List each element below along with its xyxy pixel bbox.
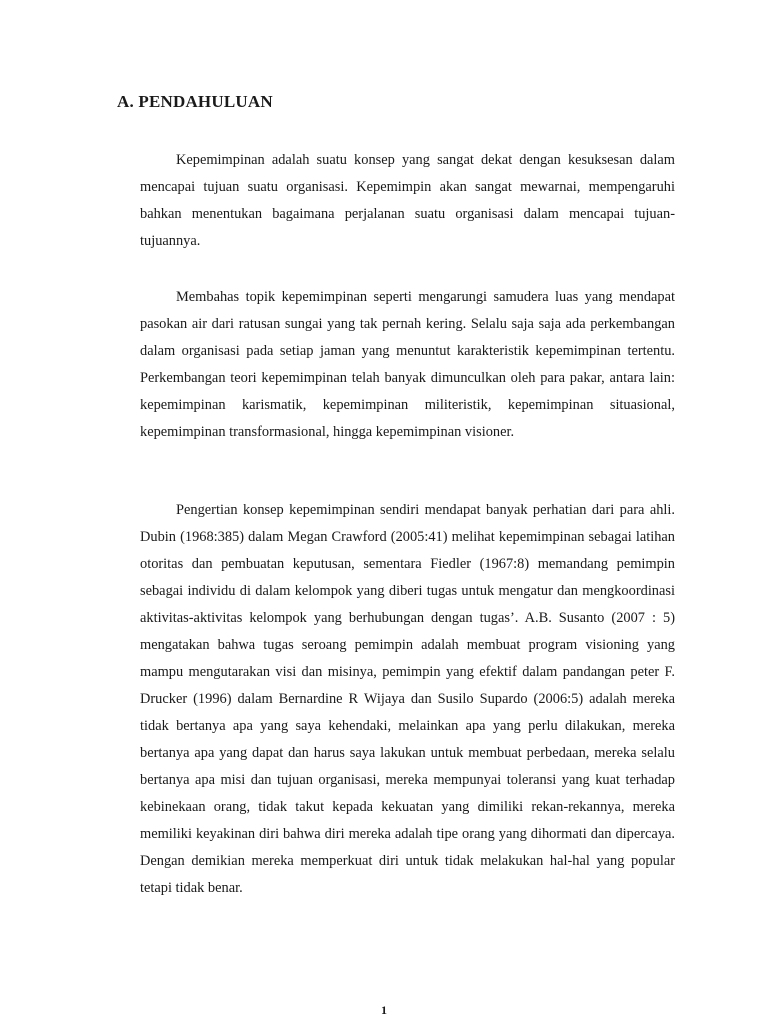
paragraph-2: Membahas topik kepemimpinan seperti mengarungi samudera luas yang mendapat pasokan air dari ratusan sungai yang tak pernah kering. Selalu saja saja ada perkembangan dalam organisasi pada setiap jaman yang menuntut karakteristik kepemimpinan tertentu. Perkembangan teori kepemimpinan telah banyak dimunculkan oleh para pakar, antara lain: kepemimpinan karismatik, kepemimpinan militeristik, kepemimpinan situasional, kepemimpinan transformasional, hingga kepemimpinan visioner. — [140, 289, 675, 440]
page-number: 1 — [381, 1003, 387, 1017]
section-heading: A. PENDAHULUAN — [117, 92, 273, 111]
paragraph-3 — [140, 497, 675, 902]
paragraph-3-text-serif: Pengertian konsep kepemimpinan sendiri mendapat banyak perhatian dari para ahli. Dubin (1968:385) dalam Megan Crawford (2005:41) melihat kepemimpinan sebagai latihan otoritas dan pembuatan keputusan, sementara Fiedler (1967:8) memandang pemimpin sebagai individu di dalam kelompok yang diberi tugas untuk mengatur dan mengkoordinasi aktivitas-aktivitas kelompok yang berhubungan dengan tugas’. A.B. Susanto (2007 : 5) mengatakan bahwa tugas seroang pemimpin adalah — [140, 502, 675, 653]
paragraph-3-text-continued: membuat program visioning yang mampu mengutarakan visi dan misinya, pemimpin yang efektif dalam pandangan peter F. Drucker (1996) dalam Bernardine R Wijaya dan Susilo Supardo (2006:5) adalah mereka tidak bertanya apa yang saya kehendaki, melainkan apa yang perlu dilakukan, mereka bertanya apa yang dapat dan harus saya lakukan untuk membuat perbedaan, mereka selalu bertanya apa misi dan tujuan organisasi, mereka mempunyai toleransi yang kuat terhadap kebinekaan orang, tidak takut kepada kekuatan yang dimiliki rekan-rekannya, mereka memiliki keyakinan diri bahwa diri mereka adalah tipe orang yang dihormati dan dipercaya. Dengan demikian mereka memperkuat diri untuk tidak melakukan hal-hal yang popular tetapi tidak benar. — [140, 637, 675, 896]
paragraph-1: Kepemimpinan adalah suatu konsep yang sangat dekat dengan kesuksesan dalam mencapai tujuan suatu organisasi. Kepemimpin akan sangat mewarnai, mempengaruhi bahkan menentukan bagaimana perjalanan suatu organisasi dalam mencapai tujuan-tujuannya. — [140, 152, 675, 249]
